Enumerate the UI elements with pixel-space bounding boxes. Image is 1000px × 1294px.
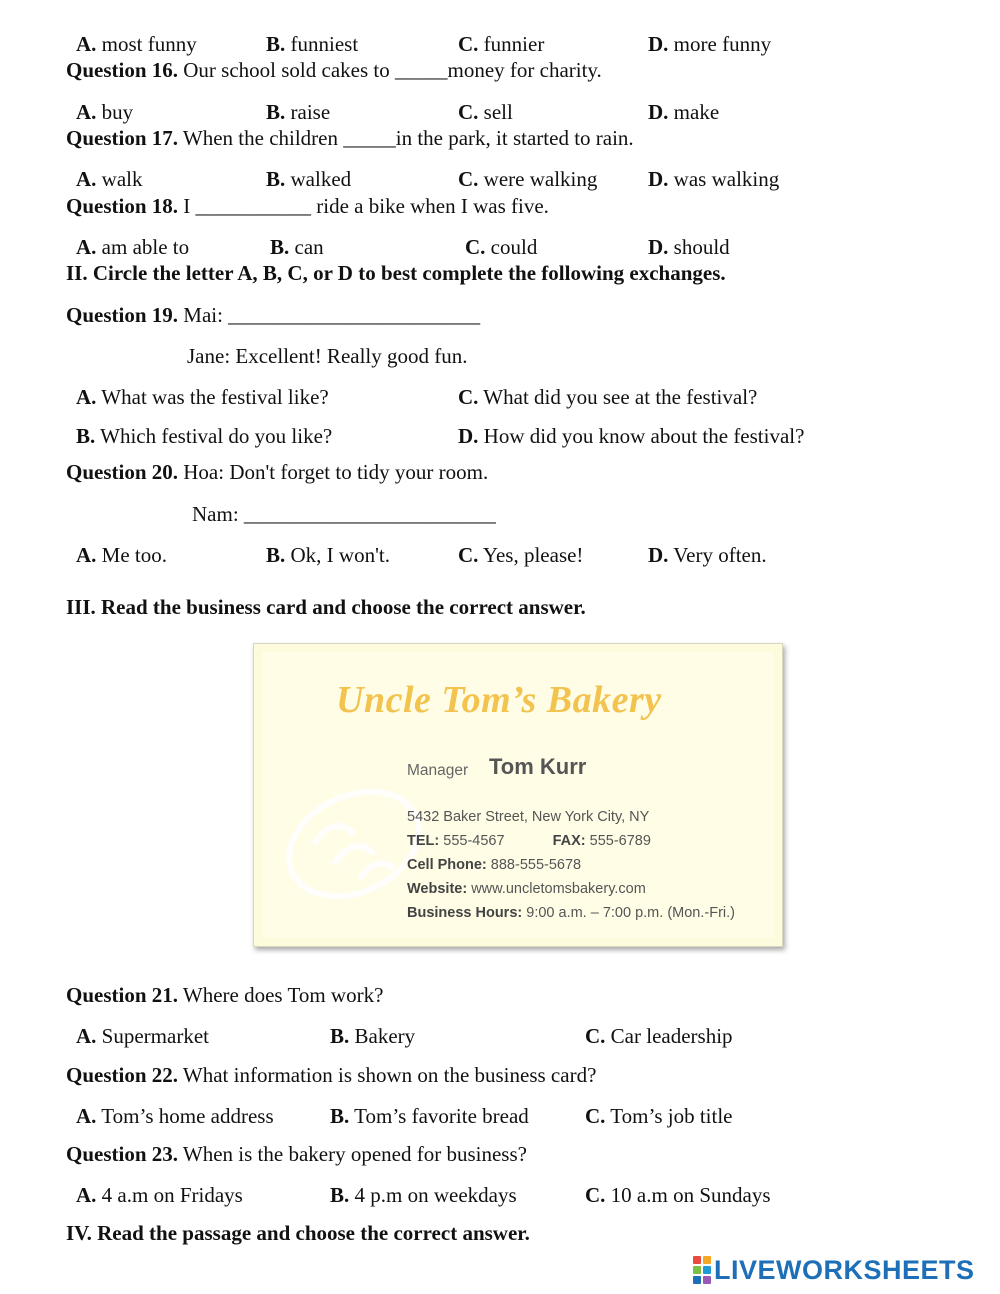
card-cell-phone: Cell Phone: 888-555-5678 bbox=[407, 857, 582, 873]
card-address: 5432 Baker Street, New York City, NY bbox=[407, 809, 650, 825]
liveworksheets-logo-icon bbox=[693, 1256, 711, 1284]
manager-label: Manager bbox=[407, 762, 469, 779]
question-text: Our school sold cakes to _____money for charity. bbox=[183, 58, 602, 82]
dialogue-line: Mai: ________________________ bbox=[183, 303, 481, 327]
option-c[interactable]: C. Tom’s job title bbox=[585, 1104, 733, 1128]
question-text: When the children _____in the park, it started to rain. bbox=[182, 126, 634, 150]
option-c[interactable]: C. Yes, please! bbox=[458, 543, 584, 567]
option-a[interactable]: A. Tom’s home address bbox=[76, 1104, 274, 1128]
question-23-stem bbox=[0, 1139, 1000, 1169]
option-b[interactable]: B. Which festival do you like? bbox=[76, 424, 333, 448]
dialogue-reply: Nam: ________________________ bbox=[192, 502, 496, 526]
option-a[interactable]: A. Me too. bbox=[76, 543, 167, 567]
q19-options-row2 bbox=[0, 421, 1000, 451]
option-b[interactable]: B. can bbox=[270, 235, 324, 259]
option-b[interactable]: B. funniest bbox=[266, 32, 359, 56]
business-card bbox=[253, 643, 783, 947]
question-text: I ___________ ride a bike when I was five. bbox=[183, 194, 549, 218]
question-22-stem bbox=[0, 1060, 1000, 1090]
bread-watermark-icon bbox=[274, 774, 444, 924]
q21-options bbox=[0, 1021, 1000, 1051]
option-b[interactable]: B. Bakery bbox=[330, 1024, 416, 1048]
option-c[interactable]: C. funnier bbox=[458, 32, 545, 56]
q20-options bbox=[0, 540, 1000, 570]
question-20-stem bbox=[0, 457, 1000, 487]
option-c[interactable]: C. Car leadership bbox=[585, 1024, 733, 1048]
option-d[interactable]: D. How did you know about the festival? bbox=[458, 424, 805, 448]
section-3-heading: III. Read the business card and choose the correct answer. bbox=[66, 595, 586, 619]
card-website: Website: www.uncletomsbakery.com bbox=[407, 881, 646, 897]
option-c[interactable]: C. were walking bbox=[458, 167, 598, 191]
option-b[interactable]: B. walked bbox=[266, 167, 352, 191]
option-a[interactable]: A. walk bbox=[76, 167, 143, 191]
option-d[interactable]: D. Very often. bbox=[648, 543, 767, 567]
option-c[interactable]: C. What did you see at the festival? bbox=[458, 385, 758, 409]
section-4-heading: IV. Read the passage and choose the correct answer. bbox=[66, 1221, 530, 1245]
question-number: Question 17. bbox=[66, 126, 179, 150]
question-number: Question 19. bbox=[66, 303, 179, 327]
option-b[interactable]: B. 4 p.m on weekdays bbox=[330, 1183, 517, 1207]
option-b[interactable]: B. Tom’s favorite bread bbox=[330, 1104, 529, 1128]
question-number: Question 20. bbox=[66, 460, 179, 484]
question-20-reply bbox=[0, 499, 1000, 529]
option-d[interactable]: D. more funny bbox=[648, 32, 772, 56]
question-text: When is the bakery opened for business? bbox=[182, 1142, 527, 1166]
option-c[interactable]: C. sell bbox=[458, 100, 513, 124]
option-a[interactable]: A. 4 a.m on Fridays bbox=[76, 1183, 243, 1207]
question-number: Question 18. bbox=[66, 194, 179, 218]
option-b[interactable]: B. Ok, I won't. bbox=[266, 543, 390, 567]
option-b[interactable]: B. raise bbox=[266, 100, 331, 124]
option-a[interactable]: A. buy bbox=[76, 100, 134, 124]
card-hours: Business Hours: 9:00 a.m. – 7:00 p.m. (Mon.-Fri.) bbox=[407, 905, 735, 921]
business-name: Uncle Tom’s Bakery bbox=[336, 679, 662, 721]
question-19-stem bbox=[0, 300, 1000, 330]
q22-options bbox=[0, 1101, 1000, 1131]
question-17-stem bbox=[0, 123, 1000, 153]
option-d[interactable]: D. was walking bbox=[648, 167, 780, 191]
question-18-stem bbox=[0, 191, 1000, 221]
card-phone-fax: TEL: 555-4567 FAX: 555-6789 bbox=[407, 833, 651, 849]
dialogue-reply: Jane: Excellent! Really good fun. bbox=[187, 344, 468, 368]
liveworksheets-logo-text: LIVEWORKSHEETS bbox=[714, 1254, 975, 1285]
q17-options bbox=[0, 164, 1000, 194]
option-d[interactable]: D. should bbox=[648, 235, 730, 259]
dialogue-line: Hoa: Don't forget to tidy your room. bbox=[183, 460, 489, 484]
section-2-heading: II. Circle the letter A, B, C, or D to best complete the following exchanges. bbox=[66, 261, 726, 285]
option-a[interactable]: A. What was the festival like? bbox=[76, 385, 329, 409]
question-21-stem bbox=[0, 980, 1000, 1010]
manager-name: Tom Kurr bbox=[489, 754, 587, 779]
question-text: What information is shown on the business card? bbox=[182, 1063, 597, 1087]
option-a[interactable]: A. am able to bbox=[76, 235, 190, 259]
question-19-reply bbox=[0, 341, 1000, 371]
question-number: Question 16. bbox=[66, 58, 179, 82]
liveworksheets-logo[interactable] bbox=[693, 1256, 975, 1284]
question-16-stem bbox=[0, 55, 1000, 85]
q19-options-row1 bbox=[0, 382, 1000, 412]
question-text: Where does Tom work? bbox=[182, 983, 384, 1007]
question-number: Question 22. bbox=[66, 1063, 179, 1087]
question-number: Question 23. bbox=[66, 1142, 179, 1166]
option-a[interactable]: A. Supermarket bbox=[76, 1024, 209, 1048]
option-d[interactable]: D. make bbox=[648, 100, 720, 124]
q23-options bbox=[0, 1180, 1000, 1210]
option-c[interactable]: C. could bbox=[465, 235, 538, 259]
option-a[interactable]: A. most funny bbox=[76, 32, 197, 56]
option-c[interactable]: C. 10 a.m on Sundays bbox=[585, 1183, 771, 1207]
question-number: Question 21. bbox=[66, 983, 179, 1007]
